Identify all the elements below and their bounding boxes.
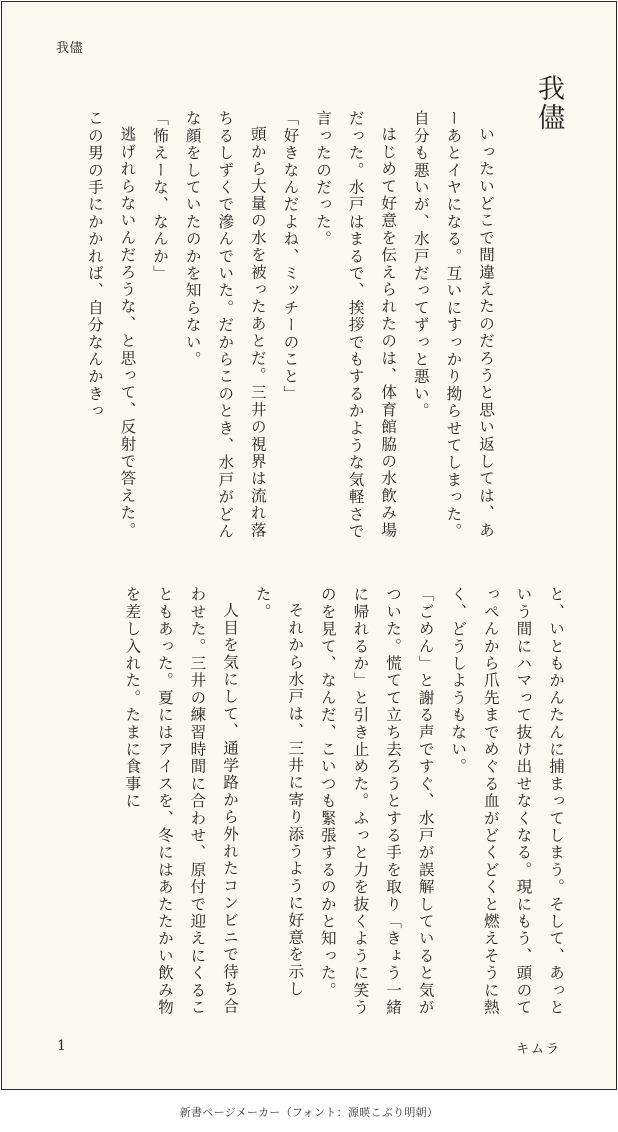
book-page — [1, 1, 617, 1090]
paragraph: いったいどこで間違えたのだろうと思い返しては、あーあとイヤになる。互いにすっかり拗らせてしまった。自分も悪いが、水戸だってずっと悪い。 — [411, 110, 495, 540]
dialogue-line: 「好きなんだよね、ミッチーのこと」 — [281, 110, 300, 403]
page-number: 1 — [57, 1038, 66, 1054]
paragraph: 「ごめん」と謝る声ですぐ、水戸が誤解していると気がついた。慌てて立ち去ろうとする手を取り「きょう一緒に帰れるか」と引き止めた。ふっと力を抜くように笑うのを見て、なんだ、こいつも緊張するのかと知った。 — [318, 586, 435, 1016]
paragraph: はじめて好意を伝えられたのは、体育館脇の水飲み場だった。水戸はまるで、挨拶でもするかような気軽さで言ったのだった。 — [314, 110, 398, 540]
paragraph: 逃げれらないんだろうな、と思って、反射で答えた。この男の手にかかれば、自分なんかきっ — [85, 110, 137, 539]
paragraph: 人目を気にして、通学路から外れたコンビニで待ち合わせた。三井の練習時間に合わせ、原付で迎えにくることもあった。夏にはアイスを、冬にはあたたかい飲み物を差し入れた。たまに食事に — [123, 586, 240, 1016]
paragraph: 頭から大量の水を被ったあとだ。三井の視界は流れ落ちるしずくで滲んでいた。だからこのとき、水戸がどんな顔をしていたのかを知らない。 — [183, 110, 267, 540]
dialogue-line: 「怖えーな、なんか」 — [151, 110, 170, 282]
text-block-top — [58, 110, 502, 540]
running-title: 我儘 — [56, 41, 84, 56]
generator-credit: 新書ページメーカー（フォント：源暎こぶり明朝） — [179, 1106, 439, 1119]
author-name: キムラ — [516, 1042, 561, 1057]
story-title: 我儘 — [533, 74, 564, 132]
paragraph: と、いともかんたんに捕まってしまう。そして、あっという間にハマって抜け出せなくなる。現にもう、頭のてっぺんから爪先までめぐる血がどくどくと燃えそうに熱く、どうしようもない。 — [449, 586, 565, 1016]
paragraph: それから水戸は、三井に寄り添うように好意を示した。 — [253, 586, 305, 998]
text-block-bottom — [58, 586, 572, 1016]
